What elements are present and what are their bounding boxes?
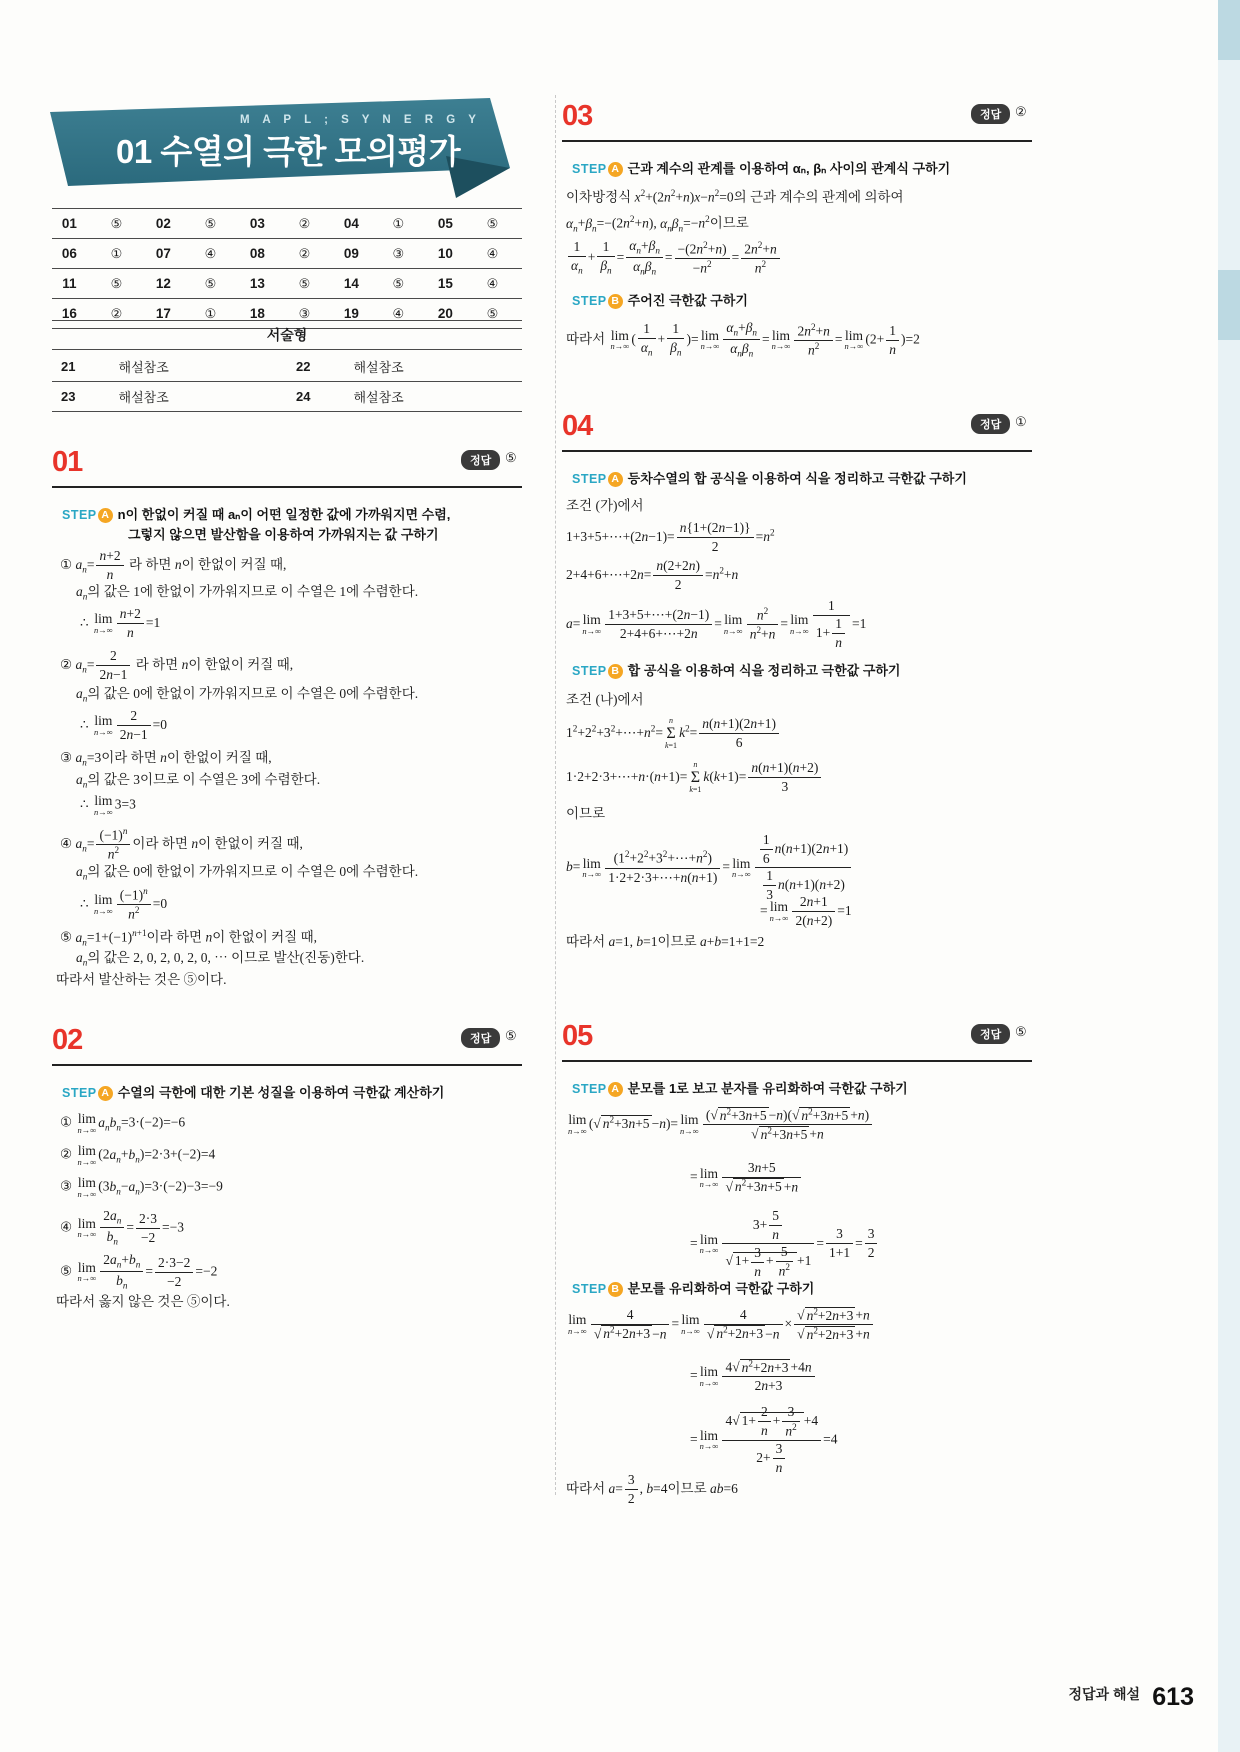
step-label: STEP [572,472,607,486]
p05-line-4: lim n→∞ $\frac{4}{√ n^2+2n+3 -n}$ = lim n→∞ $\frac{4}{√ n^2+2n+3 -n}$ × $\frac{√ n^2+2n+3 +n}{√ n^2+2n+3 +n}$ [566,1306,875,1343]
q-ans: 해설참조 [320,352,523,382]
p01-line-15: 따라서 발산하는 것은 ⑤이다. [56,972,227,987]
q-ans: ④ [181,239,240,269]
q-ans: ② [87,299,146,329]
q-ans: ① [369,209,428,239]
step-a-04 [572,468,967,488]
q-ans: ④ [463,239,522,269]
q-no: 17 [146,299,181,329]
p04-line-8: 이므로 [566,806,606,821]
q-ans: ① [181,299,240,329]
p05-line-1: lim n→∞ (√ $n^2+3n+5 -n)=$ lim n→∞ $\frac{(√ n^2+3n+5 -n)(√ n^2+3n+5 +n)}{√ n^2+3n+5 +n}$ [566,1106,874,1143]
p01-line-10: ④ $a_n=$ $\frac{(-1)^n}{n^2}$ 이라 하면 n이 한없이 커질 때, [60,826,303,862]
p02-line-3: ③ lim n→∞ $(3b_n-a_n)=3\cdot(-2)-3=-9$ [60,1175,223,1199]
p05-line-2: = lim n→∞ $\frac{3n+5}{√ n^2+3n+5 +n}$ [690,1160,803,1196]
p01-line-4: ② $a_n=$ $\frac{2}{2n-1}$ 라 하면 n이 한없이 커질 때, [60,648,294,682]
step-title: 근과 계수의 관계를 이용하여 αₙ, βₙ 사이의 관계식 구하기 [627,161,951,176]
step-a-01-line2 [128,524,439,544]
step-label: STEP [572,294,607,308]
p04-line-1: 조건 (가)에서 [566,498,644,513]
q-ans: 해설참조 [85,382,287,412]
answer-badge-02: 정답 [461,1028,500,1048]
step-badge: A [98,508,113,523]
q-no: 24 [287,382,320,412]
p01-line-5: $a_n$의 값은 0에 한없이 가까워지므로 이 수열은 0에 수렴한다. [76,686,419,704]
rule-05 [562,1060,1032,1062]
q-ans: ⑤ [87,269,146,299]
q-ans: ⑤ [275,269,334,299]
footer-label: 정답과 해설 [1068,1686,1140,1702]
rule-03 [562,140,1032,142]
q-no: 11 [52,269,87,299]
p01-line-2: $a_n$의 값은 1에 한없이 가까워지므로 이 수열은 1에 수렴한다. [76,584,419,602]
p05-line-3: = lim n→∞ 3+ $\frac{5}{n}$ √ 1+ $\frac{3}{n}$ + $\frac{5}{n^2}$ +1 = $\frac{3}{1+1}$ = $\frac{3}{2}$ [690,1208,879,1280]
q-ans: ① [87,239,146,269]
chapter-banner [50,98,510,186]
step-badge: A [608,162,623,177]
p01-line-7: ③ $a_n=3$이라 하면 n이 한없이 커질 때, [60,750,272,768]
q-no: 18 [240,299,275,329]
p03-line-2: $\alpha_n+\beta_n=-(2n^2+n)$, $\alpha_n\beta_n=-n^2$이므로 [566,214,749,234]
p04-line-10: = lim n→∞ $\frac{2n+1}{2(n+2)}$ =1 [760,894,852,928]
rule-02 [52,1064,522,1066]
p02-line-2: ② lim n→∞ $(2a_n+b_n)=2\cdot 3+(-2)=4$ [60,1143,216,1167]
rule-04 [562,450,1032,452]
p01-line-1: ① $a_n=$ $\frac{n+2}{n}$ 라 하면 n이 한없이 커질 때, [60,548,287,582]
p01-line-8: $a_n$의 값은 3이므로 이 수열은 3에 수렴한다. [76,772,321,790]
step-label: STEP [62,1086,97,1100]
q-no: 14 [334,269,369,299]
answer-value-05: ⑤ [1015,1024,1027,1039]
column-divider [555,95,557,1495]
p04-line-2: 1+3+5+⋯+(2n−1)= $\frac{n\{1+(2n-1)\}}{2}$ $=n^2$ [566,520,775,554]
brand-label: M A P L ; S Y N E R G Y [240,114,481,126]
answer-badge-03: 정답 [971,104,1010,124]
table-row [52,352,522,382]
q-no: 22 [287,352,320,382]
q-ans: 해설참조 [85,352,287,382]
p04-line-7: 1·2+2·3+⋯+n·(n+1)= n Σ k=1 k(k+1)= $\frac{n(n+1)(n+2)}{3}$ [566,760,823,795]
step-label: STEP [572,664,607,678]
q-no: 02 [146,209,181,239]
q-ans: ⑤ [87,209,146,239]
step-a-05 [572,1078,908,1098]
q-ans: ④ [463,269,522,299]
q-ans: ⑤ [463,209,522,239]
q-ans: 해설참조 [320,382,523,412]
table-row [52,382,522,412]
q-no: 04 [334,209,369,239]
step-a-01 [62,504,450,524]
problem-number-01: 01 [52,446,83,478]
step-badge: B [608,294,623,309]
step-label: STEP [62,508,97,522]
p05-line-7: 따라서 a= $\frac{3}{2}$ , b=4이므로 ab=6 [566,1472,738,1506]
q-no: 16 [52,299,87,329]
q-ans: ② [275,209,334,239]
answer-value-03: ② [1015,104,1027,119]
answer-value-02: ⑤ [505,1028,517,1043]
step-label: STEP [572,162,607,176]
q-no: 01 [52,209,87,239]
p02-line-6: 따라서 옳지 않은 것은 ⑤이다. [56,1294,230,1309]
p03-line-4: 따라서 lim n→∞ ( $\frac{1}{\alpha_n}$ + $\frac{1}{\beta_n}$ )= lim n→∞ $\alpha_n+\beta_n$ $\alpha_n\beta_n$ = lim n→∞ $\frac{2n^2+n}{n^2}$ = lim n→∞ (2+ $\frac{1}{n}$ )=2 [566,320,920,359]
edge-strip [1218,0,1240,1752]
p04-line-11: 따라서 a=1, b=1이므로 a+b=1+1=2 [566,934,765,949]
q-ans: ③ [275,299,334,329]
q-no: 20 [428,299,463,329]
answer-value-01: ⑤ [505,450,517,465]
step-title-cont: 그렇지 않으면 발산함을 이용하여 가까워지는 값 구하기 [128,527,439,542]
q-no: 23 [52,382,85,412]
step-label: STEP [572,1082,607,1096]
step-title: 등차수열의 합 공식을 이용하여 식을 정리하고 극한값 구하기 [627,471,967,486]
step-label: STEP [572,1282,607,1296]
step-b-03 [572,290,748,310]
answer-key-table [52,208,522,329]
essay-section-heading: 서술형 [52,320,522,350]
p02-line-5: ⑤ lim n→∞ $\frac{2a_n+b_n}{b_n}$ = $\frac{2\cdot 3-2}{-2}$ =−2 [60,1252,218,1291]
step-title: 분모를 1로 보고 분자를 유리화하여 극한값 구하기 [627,1081,908,1096]
answer-badge-01: 정답 [461,450,500,470]
step-b-05 [572,1278,814,1298]
step-title: 수열의 극한에 대한 기본 성질을 이용하여 극한값 계산하기 [117,1085,445,1100]
p04-line-6: $1^2+2^2+3^2+\cdots+n^2=$ n Σ k=1 $k^2=$ $\frac{n(n+1)(2n+1)}{6}$ [566,716,781,751]
p01-line-11: $a_n$의 값은 0에 한없이 가까워지므로 이 수열은 0에 수렴한다. [76,864,419,882]
q-ans: ⑤ [463,299,522,329]
q-ans: ③ [369,239,428,269]
step-title: 분모를 유리화하여 극한값 구하기 [627,1281,815,1296]
p01-line-6: ∴ lim n→∞ $\frac{2}{2n-1}$ =0 [80,708,168,742]
p03-line-1: 이차방정식 $x^2+(2n^2+n)x-n^2=0$의 근과 계수의 관계에 의하여 [566,188,904,205]
q-ans: ⑤ [181,209,240,239]
step-b-04 [572,660,901,680]
step-a-03 [572,158,950,178]
q-no: 06 [52,239,87,269]
rule-01 [52,486,522,488]
p02-line-4: ④ lim n→∞ $\frac{2a_n}{b_n}$ = $\frac{2\cdot 3}{-2}$ =−3 [60,1208,184,1247]
p03-line-3: $\frac{1}{\alpha_n}$ + $\frac{1}{\beta_n}$ = $\alpha_n+\beta_n$ $\alpha_n\beta_n$ = $\frac{-(2n^2+n)}{-n^2}$ = $\frac{2n^2+n}{n^2}$ [566,238,782,279]
q-ans: ⑤ [369,269,428,299]
step-badge: B [608,664,623,679]
step-title: 합 공식을 이용하여 식을 정리하고 극한값 구하기 [627,663,901,678]
p01-line-9: ∴ lim n→∞ 3=3 [80,793,136,817]
page-number: 613 [1152,1683,1194,1711]
problem-number-03: 03 [562,100,593,132]
table-row [52,269,522,299]
q-no: 13 [240,269,275,299]
answer-value-04: ① [1015,414,1027,429]
q-no: 08 [240,239,275,269]
step-title: n이 한없이 커질 때 aₙ이 어떤 일정한 값에 가까워지면 수렴, [117,507,451,522]
q-no: 07 [146,239,181,269]
p05-line-5: = lim n→∞ $\frac{4√ n^2+2n+3 +4n}{2n+3}$ [690,1358,817,1395]
page-title: 01 수열의 극한 모의평가 [116,133,461,170]
p04-line-5: 조건 (나)에서 [566,692,644,707]
problem-number-02: 02 [52,1024,83,1056]
q-no: 03 [240,209,275,239]
essay-answer-table [52,352,522,412]
problem-number-05: 05 [562,1020,593,1052]
answer-badge-04: 정답 [971,414,1010,434]
p04-line-4: a= lim n→∞ $\frac{1+3+5+\cdots+(2n-1)}{2+4+6+\cdots+2n}$ = lim n→∞ $\frac{n^2}{n^2+n}$ = lim n→∞ 1 1+ $\frac{1}{n}$ =1 [566,598,867,650]
p01-line-13: ⑤ $a_n=1+(-1)^{n+1}$이라 하면 n이 한없이 커질 때, [60,928,317,948]
p04-line-9: b= lim n→∞ $\frac{(1^2+2^2+3^2+\cdots+n^2)}{1\cdot 2+2\cdot 3+\cdots+n(n+1)}$ = lim n→∞ $\frac{1}{6}$ n(n+1)(2n+1) $\frac{1}{3}$ n(n+1)(n+2) [566,832,853,904]
q-no: 21 [52,352,85,382]
step-badge: A [608,472,623,487]
p01-line-3: ∴ lim n→∞ $\frac{n+2}{n}$ =1 [80,606,161,640]
step-title: 주어진 극한값 구하기 [627,293,748,308]
step-badge: A [98,1086,113,1101]
q-no: 10 [428,239,463,269]
step-badge: A [608,1082,623,1097]
step-a-02 [62,1082,444,1102]
table-row [52,209,522,239]
p02-line-1: ① lim n→∞ $a_nb_n=3\cdot(-2)=-6$ [60,1111,186,1135]
problem-number-04: 04 [562,410,593,442]
q-no: 15 [428,269,463,299]
q-ans: ④ [369,299,428,329]
p05-line-6: = lim n→∞ 4√ 1+ $\frac{2}{n}$ + $\frac{3}{n^2}$ +4 2+ $\frac{3}{n}$ =4 [690,1404,838,1475]
p01-line-12: ∴ lim n→∞ $\frac{(-1)^n}{n^2}$ =0 [80,886,168,922]
table-row [52,239,522,269]
q-no: 05 [428,209,463,239]
q-ans: ② [275,239,334,269]
q-no: 19 [334,299,369,329]
p04-line-3: 2+4+6+⋯+2n= $\frac{n(2+2n)}{2}$ $=n^2+n$ [566,558,739,592]
p01-line-14: $a_n$의 값은 2, 0, 2, 0, 2, 0, ⋯ 이므로 발산(진동)한다. [76,950,365,968]
step-badge: B [608,1282,623,1297]
q-ans: ⑤ [181,269,240,299]
answer-badge-05: 정답 [971,1024,1010,1044]
q-no: 12 [146,269,181,299]
q-no: 09 [334,239,369,269]
